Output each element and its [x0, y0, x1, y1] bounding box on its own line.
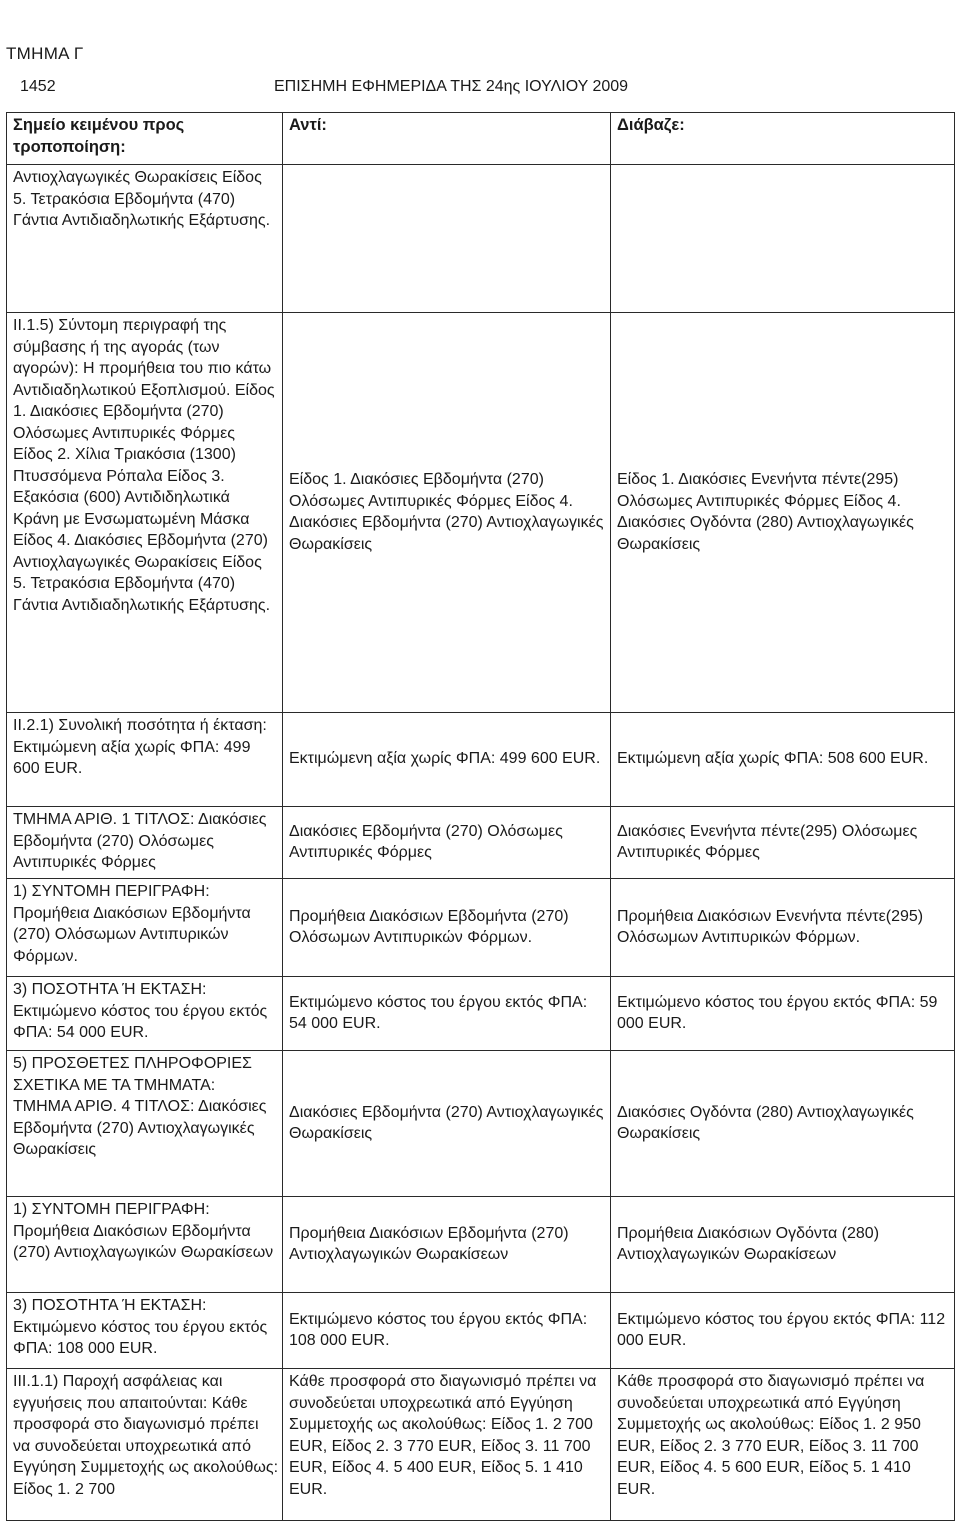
point-cell: 3) ΠΟΣΟΤΗΤΑ Ή ΕΚΤΑΣΗ: Εκτιμώμενο κόστος του έργου εκτός ΦΠΑ: 54 000 EUR. — [7, 977, 283, 1051]
column-header-instead: Αντί: — [283, 113, 611, 165]
instead-cell — [283, 165, 611, 313]
page-number: 1452 — [20, 78, 56, 95]
read-cell: Εκτιμώμενη αξία χωρίς ΦΠΑ: 508 600 EUR. — [611, 713, 955, 807]
point-cell: 1) ΣΥΝΤΟΜΗ ΠΕΡΙΓΡΑΦΗ: Προμήθεια Διακόσιων Εβδομήντα (270) Αντιοχλαγωγικών Θωρακίσεων — [7, 1197, 283, 1293]
table-row — [7, 1197, 955, 1293]
table-row — [7, 1293, 955, 1369]
point-cell: ΤΜΗΜΑ ΑΡΙΘ. 1 ΤΙΤΛΟΣ: Διακόσιες Εβδομήντα (270) Ολόσωμες Αντιπυρικές Φόρμες — [7, 807, 283, 879]
point-cell: ΙΙΙ.1.1) Παροχή ασφάλειας και εγγυήσεις που απαιτούνται: Κάθε προσφορά στο διαγωνισμό πρέπει να συνοδεύεται υποχρεωτικά από Εγγύηση Συμμετοχής ως ακολούθως: Είδος 1. 2 700 — [7, 1369, 283, 1521]
read-cell: Προμήθεια Διακόσιων Ογδόντα (280) Αντιοχλαγωγικών Θωρακίσεων — [611, 1197, 955, 1293]
section-label: ΤΜΗΜΑ Γ — [6, 44, 84, 63]
read-cell: Προμήθεια Διακόσιων Ενενήντα πέντε(295) Ολόσωμων Αντιπυρικών Φόρμων. — [611, 879, 955, 977]
read-cell: Εκτιμώμενο κόστος του έργου εκτός ΦΠΑ: 59 000 EUR. — [611, 977, 955, 1051]
instead-cell: Είδος 1. Διακόσιες Εβδομήντα (270) Ολόσωμες Αντιπυρικές Φόρμες Είδος 4. Διακόσιες Εβδομήντα (270) Αντιοχλαγωγικές Θωρακίσεις — [283, 313, 611, 713]
column-header-read: Διάβαζε: — [611, 113, 955, 165]
amendment-table — [6, 112, 955, 1521]
read-cell: Κάθε προσφορά στο διαγωνισμό πρέπει να συνοδεύεται υποχρεωτικά από Εγγύηση Συμμετοχής ως ακολούθως: Είδος 1. 2 950 EUR, Είδος 2. 3 770 EUR, Είδος 3. 11 700 EUR, Είδος 4. 5 600 EUR, Είδος 5. 1 410 EUR. — [611, 1369, 955, 1521]
table-row — [7, 313, 955, 713]
read-cell — [611, 165, 955, 313]
point-cell: 5) ΠΡΟΣΘΕΤΕΣ ΠΛΗΡΟΦΟΡΙΕΣ ΣΧΕΤΙΚΑ ΜΕ ΤΑ ΤΜΗΜΑΤΑ: ΤΜΗΜΑ ΑΡΙΘ. 4 ΤΙΤΛΟΣ: Διακόσιες Εβδομήντα (270) Αντιοχλαγωγικές Θωρακίσεις — [7, 1051, 283, 1197]
table-row — [7, 1051, 955, 1197]
table-row — [7, 165, 955, 313]
instead-cell: Διακόσιες Εβδομήντα (270) Αντιοχλαγωγικές Θωρακίσεις — [283, 1051, 611, 1197]
read-cell: Διακόσιες Ογδόντα (280) Αντιοχλαγωγικές Θωρακίσεις — [611, 1051, 955, 1197]
point-cell: ΙΙ.2.1) Συνολική ποσότητα ή έκταση: Εκτιμώμενη αξία χωρίς ΦΠΑ: 499 600 EUR. — [7, 713, 283, 807]
instead-cell: Προμήθεια Διακόσιων Εβδομήντα (270) Ολόσωμων Αντιπυρικών Φόρμων. — [283, 879, 611, 977]
point-cell: Αντιοχλαγωγικές Θωρακίσεις Είδος 5. Τετρακόσια Εβδομήντα (470) Γάντια Αντιδιαδηλωτικής Εξάρτυσης. — [7, 165, 283, 313]
point-cell: 3) ΠΟΣΟΤΗΤΑ Ή ΕΚΤΑΣΗ: Εκτιμώμενο κόστος του έργου εκτός ΦΠΑ: 108 000 EUR. — [7, 1293, 283, 1369]
read-cell: Είδος 1. Διακόσιες Ενενήντα πέντε(295) Ολόσωμες Αντιπυρικές Φόρμες Είδος 4. Διακόσιες Ογδόντα (280) Αντιοχλαγωγικές Θωρακίσεις — [611, 313, 955, 713]
table-row — [7, 713, 955, 807]
instead-cell: Εκτιμώμενο κόστος του έργου εκτός ΦΠΑ: 108 000 EUR. — [283, 1293, 611, 1369]
read-cell: Εκτιμώμενο κόστος του έργου εκτός ΦΠΑ: 112 000 EUR. — [611, 1293, 955, 1369]
gazette-title: ΕΠΙΣΗΜΗ ΕΦΗΜΕΡΙΔΑ ΤΗΣ 24ης ΙΟΥΛΙΟΥ 2009 — [274, 78, 629, 95]
read-cell: Διακόσιες Ενενήντα πέντε(295) Ολόσωμες Αντιπυρικές Φόρμες — [611, 807, 955, 879]
table-header-row — [7, 113, 955, 165]
instead-cell: Εκτιμώμενη αξία χωρίς ΦΠΑ: 499 600 EUR. — [283, 713, 611, 807]
table-row — [7, 977, 955, 1051]
instead-cell: Εκτιμώμενο κόστος του έργου εκτός ΦΠΑ: 54 000 EUR. — [283, 977, 611, 1051]
column-header-point: Σημείο κειμένου προς τροποποίηση: — [7, 113, 283, 165]
point-cell: 1) ΣΥΝΤΟΜΗ ΠΕΡΙΓΡΑΦΗ: Προμήθεια Διακόσιων Εβδομήντα (270) Ολόσωμων Αντιπυρικών Φόρμων. — [7, 879, 283, 977]
table-row — [7, 1369, 955, 1521]
table-row — [7, 879, 955, 977]
instead-cell: Κάθε προσφορά στο διαγωνισμό πρέπει να συνοδεύεται υποχρεωτικά από Εγγύηση Συμμετοχής ως ακολούθως: Είδος 1. 2 700 EUR, Είδος 2. 3 770 EUR, Είδος 3. 11 700 EUR, Είδος 4. 5 400 EUR, Είδος 5. 1 410 EUR. — [283, 1369, 611, 1521]
point-cell: ΙΙ.1.5) Σύντομη περιγραφή της σύμβασης ή της αγοράς (των αγορών): Η προμήθεια του πιο κάτω Αντιδιαδηλωτικού Εξοπλισμού. Είδος 1. Διακόσιες Εβδομήντα (270) Ολόσωμες Αντιπυρικές Φόρμες Είδος 2. Χίλια Τριακόσια (1300) Πτυσσόμενα Ρόπαλα Είδος 3. Εξακόσια (600) Αντιδιδηλωτικά Κράνη με Ενσωματωμένη Μάσκα Είδος 4. Διακόσιες Εβδομήντα (270) Αντιοχλαγωγικές Θωρακίσεις Είδος 5. Τετρακόσια Εβδομήντα (470) Γάντια Αντιδιαδηλωτικής Εξάρτυσης. — [7, 313, 283, 713]
instead-cell: Διακόσιες Εβδομήντα (270) Ολόσωμες Αντιπυρικές Φόρμες — [283, 807, 611, 879]
table-row — [7, 807, 955, 879]
instead-cell: Προμήθεια Διακόσιων Εβδομήντα (270) Αντιοχλαγωγικών Θωρακίσεων — [283, 1197, 611, 1293]
